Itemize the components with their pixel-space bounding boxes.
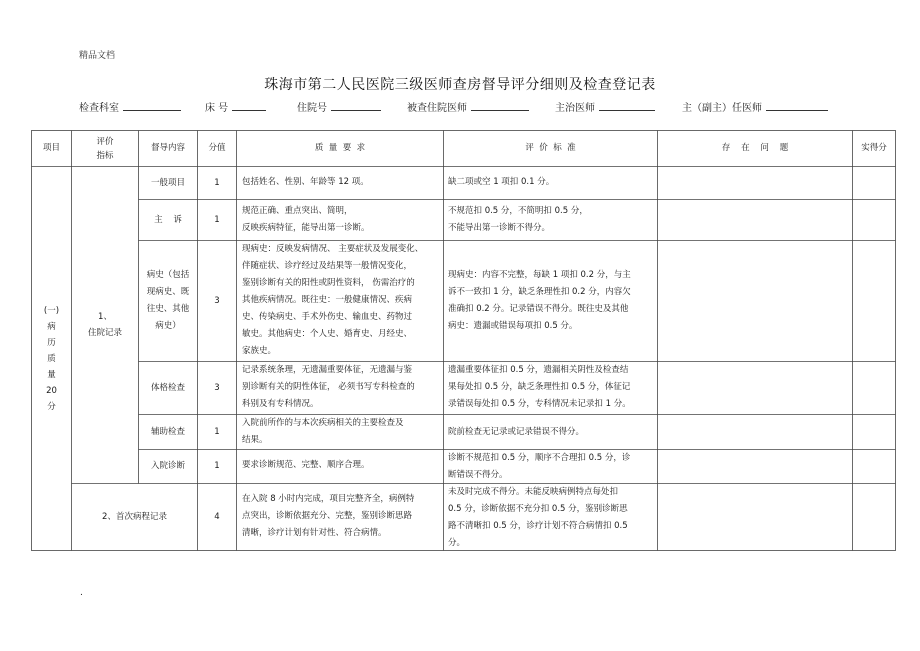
field-department[interactable]: 检查科室	[79, 99, 181, 114]
actual-score-input[interactable]	[853, 362, 895, 414]
row-requirement: 在入院 8 小时内完成，项目完整齐全，病例特 点突出，诊断依据充分、完整，鉴别诊断思路 清晰，诊疗计划有针对性、符合病情。	[242, 494, 415, 538]
row-score: 1	[214, 461, 220, 471]
row-score: 1	[214, 214, 220, 225]
watermark-text: 精品文档	[79, 51, 116, 61]
section-medical-record-quality: (一) 病 历 质 量 20 分	[43, 305, 60, 412]
row-standard: 不规范扣 0.5 分，不简明扣 0.5 分， 不能导出第一诊断不得分。	[448, 206, 588, 233]
header-actual: 实得分	[861, 143, 887, 153]
row-score: 3	[214, 382, 220, 393]
row-score: 3	[214, 295, 220, 306]
row-standard: 现病史：内容不完整，每缺 1 项扣 0.2 分，与主 诉不一致扣 1 分，缺乏条理性扣 0.2 分，内容欠 准确扣 0.2 分。记录错误不得分。既往史及其他 病史：遗漏或错误每项扣 0.5 分。	[448, 270, 631, 331]
actual-score-input[interactable]	[853, 484, 895, 550]
row-standard: 院前检查无记录或记录错误不得分。	[448, 427, 585, 437]
issue-input[interactable]	[658, 167, 852, 199]
actual-score-input[interactable]	[853, 200, 895, 240]
field-resident[interactable]: 被查住院医师	[407, 99, 529, 114]
row-requirement: 记录系统条理，无遗漏重要体征，无遗漏与鉴 别诊断有关的阴性体征， 必须书写专科检查的 科别及有专科情况。	[242, 365, 415, 409]
row-score: 1	[214, 426, 220, 437]
row-content: 病史（包括 现病史、既 往史、其他 病史）	[146, 270, 190, 331]
header-requirement: 质 量 要 求	[314, 143, 366, 153]
row-standard: 缺二项或空 1 项扣 0.1 分。	[448, 177, 555, 187]
header-content: 督导内容	[150, 143, 185, 153]
row-requirement: 要求诊断规范、完整、顺序合理。	[242, 460, 370, 470]
header-standard: 评 价 标 准	[525, 143, 576, 153]
issue-input[interactable]	[658, 362, 852, 414]
row-score: 4	[214, 511, 220, 522]
row-requirement: 入院前所作的与本次疾病相关的主要检查及 结果。	[242, 418, 404, 445]
row-standard: 诊断不规范扣 0.5 分，顺序不合理扣 0.5 分，诊 断错误不得分。	[448, 453, 631, 480]
header-issues: 存 在 问 题	[721, 143, 789, 153]
actual-score-input[interactable]	[853, 241, 895, 361]
field-attending[interactable]: 主治医师	[555, 99, 655, 114]
field-admission-no[interactable]: 住院号	[297, 99, 381, 114]
issue-input[interactable]	[658, 450, 852, 483]
row-content: 主 诉	[154, 214, 182, 225]
header-score: 分值	[208, 143, 226, 153]
header-indicator: 评价 指标	[96, 136, 114, 161]
row-standard: 遗漏重要体征扣 0.5 分，遗漏相关阴性及检查结 果每处扣 0.5 分，缺乏条理性扣 0.5 分，体征记 录错误每处扣 0.5 分，专科情况未记录扣 1 分。	[448, 365, 631, 409]
actual-score-input[interactable]	[853, 167, 895, 199]
row-requirement: 包括姓名、性别、年龄等 12 项。	[242, 177, 369, 187]
row-standard: 未及时完成不得分。未能反映病例特点每处扣 0.5 分，诊断依据不充分扣 0.5 分，鉴别诊断思 路不清晰扣 0.5 分，诊疗计划不符合病情扣 0.5 分。	[448, 487, 628, 548]
footer-mark: .	[80, 588, 83, 598]
row-requirement: 现病史：反映发病情况、 主要症状及发展变化、 伴随症状、诊疗经过及结果等一般情况变化， 鉴别诊断有关的阳性或阴性资料， 伤需治疗的 其他疾病情况。既往史：一般健康情况、疾病 史、传染病史、手术外伤史、输血史、药物过 敏史。其他病史：个人史、婚育史、月经史、 家族史。	[242, 244, 424, 356]
indicator-admission-record: 1、 住院记录	[87, 312, 122, 338]
row-content: 入院诊断	[150, 461, 185, 471]
field-chief[interactable]: 主（副主）任医师	[682, 99, 828, 114]
issue-input[interactable]	[658, 200, 852, 240]
header-project: 项目	[42, 143, 60, 153]
issue-input[interactable]	[658, 241, 852, 361]
row-requirement: 规范正确、重点突出、简明， 反映疾病特征，能导出第一诊断。	[242, 206, 370, 233]
actual-score-input[interactable]	[853, 450, 895, 483]
row-content: 体格检查	[150, 382, 185, 393]
row-content: 辅助检查	[150, 426, 185, 437]
row-content: 一般项目	[150, 177, 185, 188]
page-title: 珠海市第二人民医院三级医师查房督导评分细则及检查登记表	[264, 77, 656, 93]
issue-input[interactable]	[658, 415, 852, 449]
row-score: 1	[214, 177, 220, 188]
field-bed[interactable]: 床 号	[205, 99, 266, 114]
actual-score-input[interactable]	[853, 415, 895, 449]
indicator-first-progress-note: 2、首次病程记录	[102, 511, 167, 522]
issue-input[interactable]	[658, 484, 852, 550]
